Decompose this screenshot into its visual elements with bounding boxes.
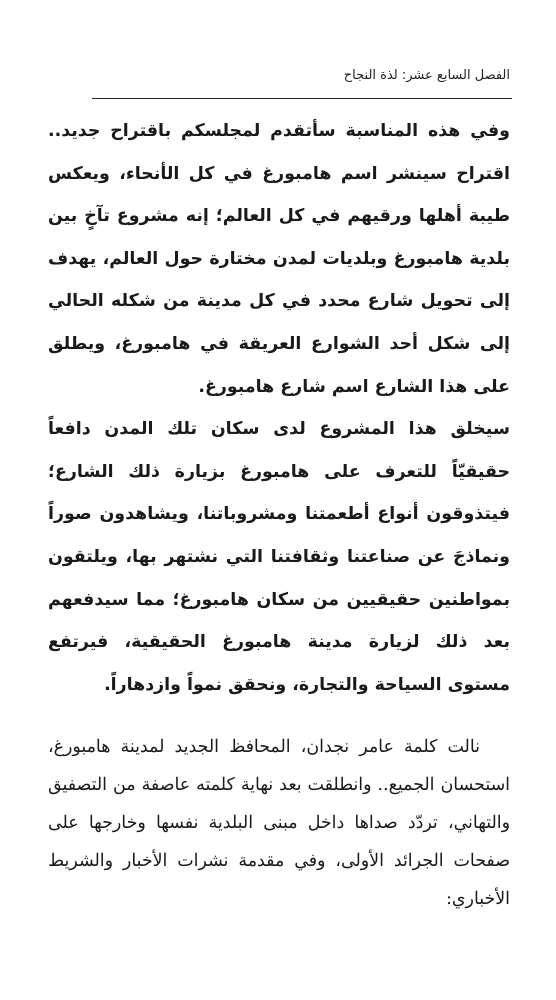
paragraph-project-effect: سيخلق هذا المشروع لدى سكان تلك المدن دافعاً حقيقيّاً للتعرف على هامبورغ بزيارة ذلك الشارع؛ فيتذوقون أنواع أطعمتنا ومشروباتنا، ويشاهدون صوراً ونماذجَ عن صناعتنا وثقافتنا التي نشتهر بها، ويلتقون بمواطنين حقيقيين من سكان هامبورغ؛ مما سيدفعهم بعد ذلك لزيارة مدينة هامبورغ الحقيقية، فيرتفع مستوى السياحة والتجارة، ونحقق نمواً وازدهاراً. [48,419,510,695]
paragraph-narrative: نالت كلمة عامر نجدان، المحافظ الجديد لمدينة هامبورغ، استحسان الجميع.. وانطلقت بعد نهاية كلمته عاصفة من التصفيق والتهاني، تردّد صداها داخل مبنى البلدية نفسها وخارجها على صفحات الجرائد الأولى، وفي مقدمة نشرات الأخبار والشريط الأخباري: [48,737,510,909]
running-header: الفصل السابع عشر: لذة النجاح [343,68,510,83]
bold-quote-block [48,110,510,706]
paragraph-proposal: وفي هذه المناسبة سأتقدم لمجلسكم باقتراح جديد.. اقتراح سينشر اسم هامبورغ في كل الأنحاء، ويعكس طيبة أهلها ورقيهم في كل العالم؛ إنه مشروع تآخٍ بين بلدية هامبورغ وبلديات لمدن مختارة حول العالم، يهدف إلى تحويل شارع محدد في كل مدينة من شكله الحالي إلى شكل أحد الشوارع العريقة في هامبورغ، ويطلق على هذا الشارع اسم شارع هامبورغ. [48,121,510,397]
header-rule [92,98,512,99]
narrative-block [48,728,510,918]
